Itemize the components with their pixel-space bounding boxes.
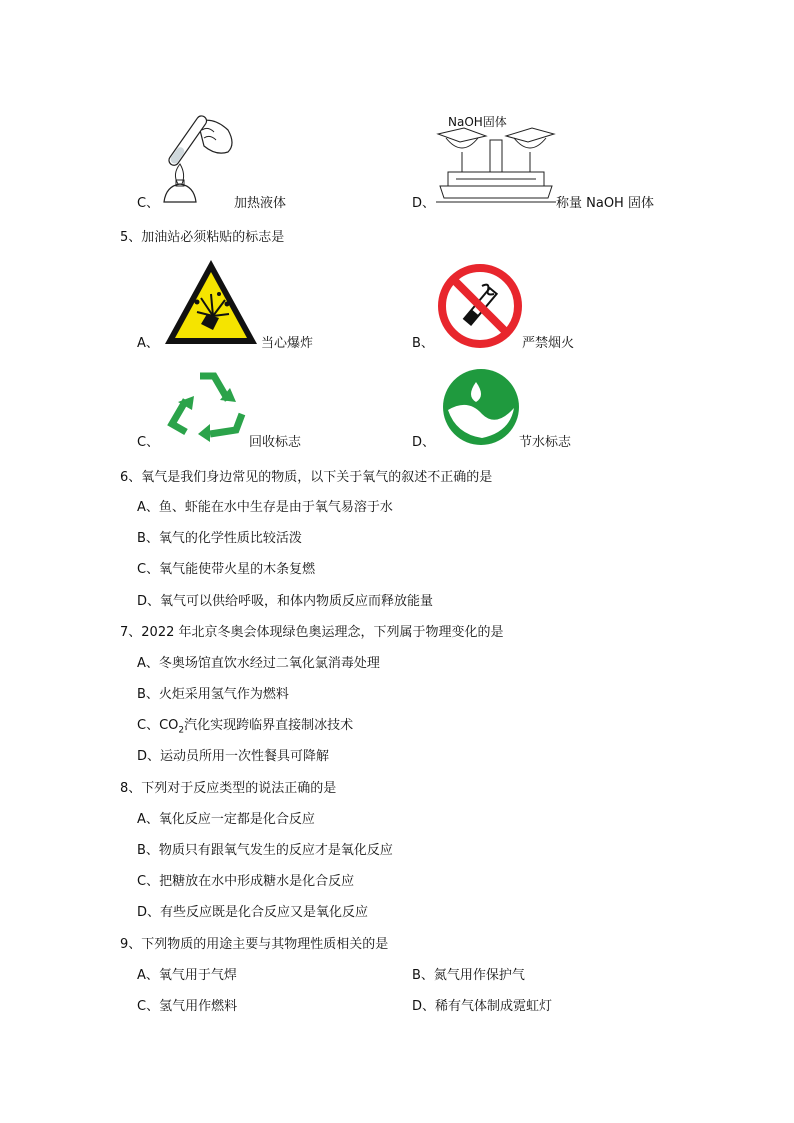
q9-option-d[interactable]: D、稀有气体制成霓虹灯 <box>412 999 553 1014</box>
heating-liquid-illustration <box>158 112 238 206</box>
q4-option-c-text: 加热液体 <box>234 196 287 211</box>
q7-option-c-rest: 汽化实现跨临界直接制冰技术 <box>184 718 354 733</box>
q5-option-d-label[interactable]: D、 <box>412 435 436 450</box>
explosion-warning-icon <box>163 258 259 346</box>
q5-option-b-text: 严禁烟火 <box>522 336 575 351</box>
q8-stem: 8、下列对于反应类型的说法正确的是 <box>120 781 337 796</box>
q9-option-c[interactable]: C、氢气用作燃料 <box>137 999 238 1014</box>
q5-option-a-text: 当心爆炸 <box>261 336 314 351</box>
q6-option-d[interactable]: D、氧气可以供给呼吸，和体内物质反应而释放能量 <box>137 594 434 609</box>
q6-option-a[interactable]: A、鱼、虾能在水中生存是由于氧气易溶于水 <box>137 500 393 515</box>
q9-stem: 9、下列物质的用途主要与其物理性质相关的是 <box>120 937 389 952</box>
q7-option-a[interactable]: A、冬奥场馆直饮水经过二氧化氯消毒处理 <box>137 656 380 671</box>
q7-option-b[interactable]: B、火炬采用氢气作为燃料 <box>137 687 289 702</box>
q7-option-c[interactable] <box>137 718 353 739</box>
q6-stem: 6、氧气是我们身边常见的物质，以下关于氧气的叙述不正确的是 <box>120 470 493 485</box>
q8-option-a[interactable]: A、氧化反应一定都是化合反应 <box>137 812 315 827</box>
q7-stem: 7、2022 年北京冬奥会体现绿色奥运理念，下列属于物理变化的是 <box>120 625 504 640</box>
q4-option-d-label[interactable]: D、 <box>412 196 436 211</box>
q5-stem: 5、加油站必须粘贴的标志是 <box>120 230 285 245</box>
q4-option-c-label[interactable]: C、 <box>137 196 160 211</box>
q6-option-c[interactable]: C、氧气能使带火星的木条复燃 <box>137 562 316 577</box>
q7-option-d[interactable]: D、运动员所用一次性餐具可降解 <box>137 749 330 764</box>
q5-option-c-text: 回收标志 <box>249 435 302 450</box>
q5-option-b-label[interactable]: B、 <box>412 336 434 351</box>
q5-option-d-text: 节水标志 <box>519 435 572 450</box>
recycle-icon <box>164 366 250 446</box>
q4-option-d-caption: NaOH固体 <box>448 115 507 129</box>
q8-option-b[interactable]: B、物质只有跟氧气发生的反应才是氧化反应 <box>137 843 393 858</box>
no-smoking-icon <box>438 264 522 348</box>
balance-scale-illustration <box>436 128 556 208</box>
q8-option-d[interactable]: D、有些反应既是化合反应又是氧化反应 <box>137 905 369 920</box>
q5-option-a-label[interactable]: A、 <box>137 336 159 351</box>
q9-option-a[interactable]: A、氧气用于气焊 <box>137 968 237 983</box>
q7-option-c-subscript: 2 <box>178 725 185 736</box>
q4-option-d-text: 称量 NaOH 固体 <box>556 196 654 211</box>
q5-option-c-label[interactable]: C、 <box>137 435 160 450</box>
q6-option-b[interactable]: B、氧气的化学性质比较活泼 <box>137 531 302 546</box>
q9-option-b[interactable]: B、氮气用作保护气 <box>412 968 525 983</box>
q8-option-c[interactable]: C、把糖放在水中形成糖水是化合反应 <box>137 874 355 889</box>
water-saving-icon <box>442 368 520 446</box>
q7-option-c-prefix: C、CO <box>137 718 179 733</box>
